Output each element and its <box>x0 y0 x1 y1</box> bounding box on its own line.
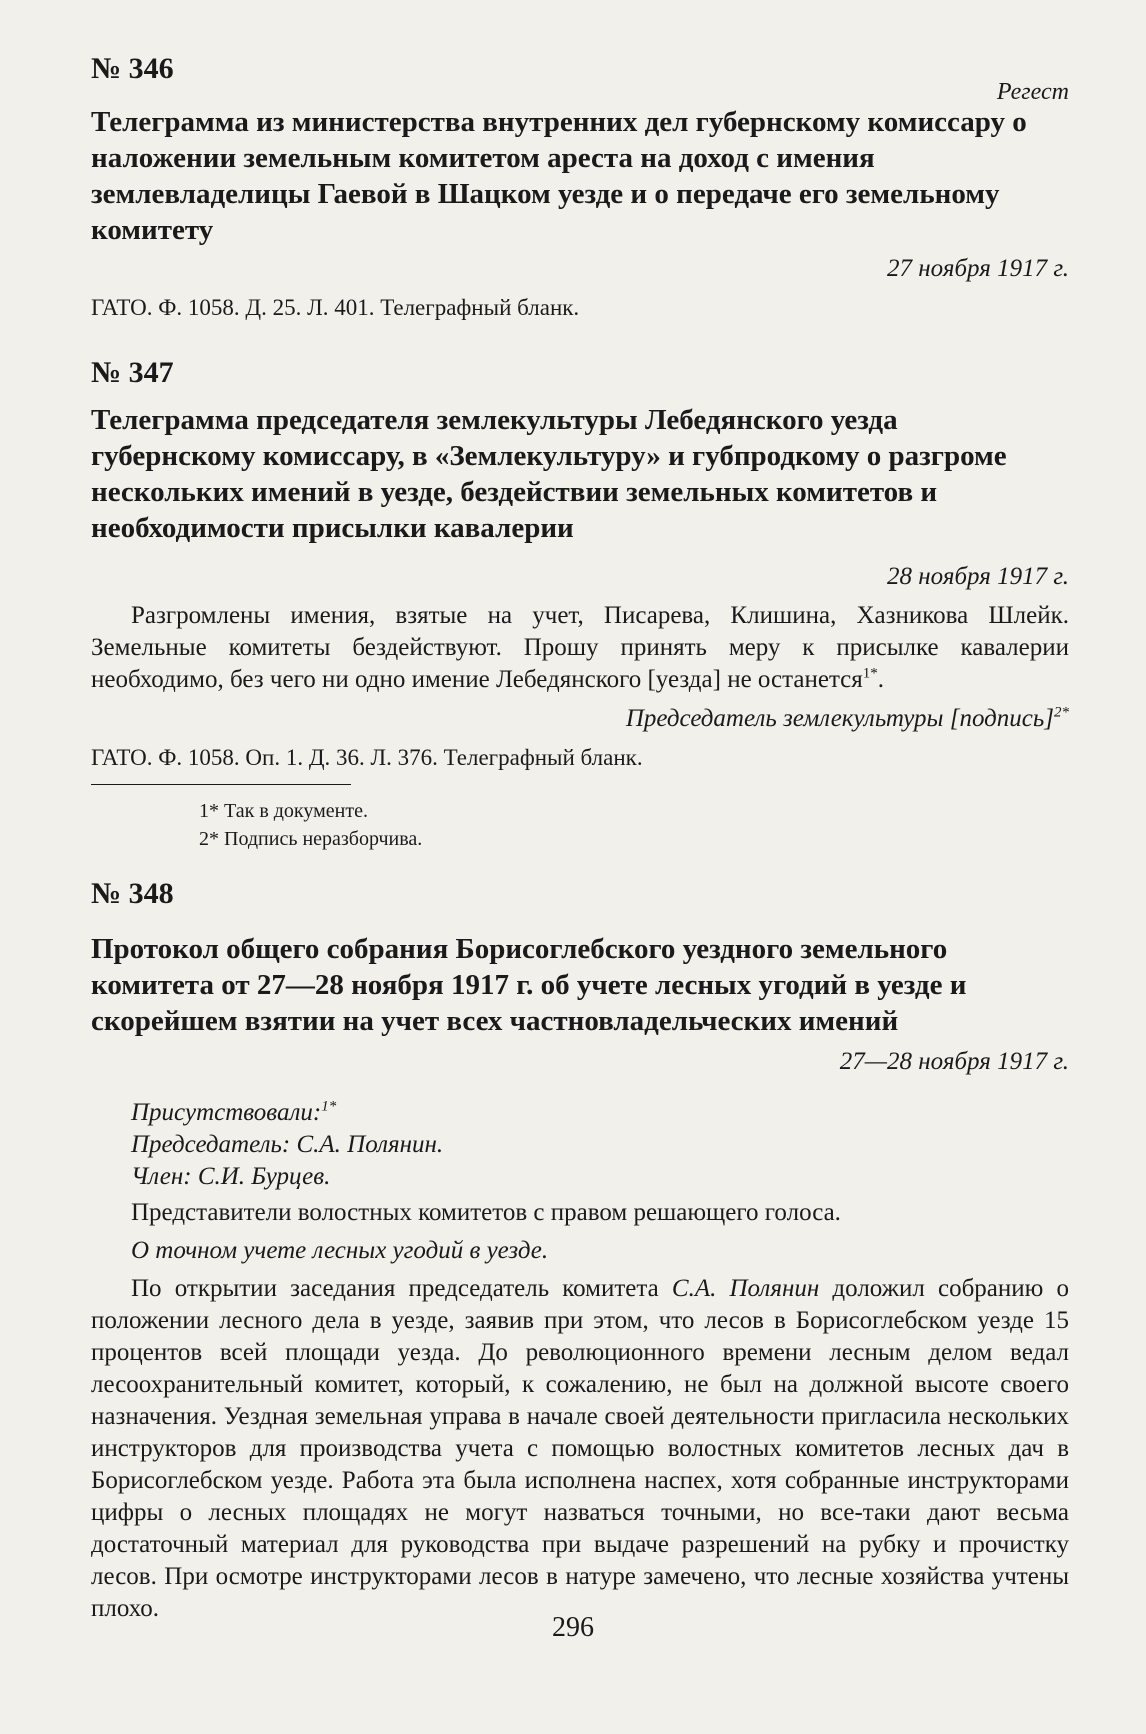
doc-347-archive: ГАТО. Ф. 1058. Оп. 1. Д. 36. Л. 376. Телеграфный бланк. <box>91 745 643 770</box>
doc-346-date: 27 ноября 1917 г. <box>887 255 1069 282</box>
doc-346-archive: ГАТО. Ф. 1058. Д. 25. Л. 401. Телеграфный бланк. <box>91 295 580 320</box>
doc-348-paragraph: По открытии заседания председатель комитета С.А. Полянин доложил собранию о положении лесного дела в уезде, заявив при этом, что лесов в Борисоглебском уезде 15 процентов всей площади уезда. До революционного времени лесным делом ведал лесоохранительный комитет, который, к сожалению, не был на должной высоте своего назначения. Уездная земельная управа в начале своей деятельности пригласила нескольких инструкторов для производства учета с помощью волостных комитетов лесных дач в Борисоглебском уезде. Работа эта была исполнена наспех, хотя собранные инструкторами цифры о лесных площадях не могут назваться точными, но все-таки дают весьма достаточный материал для руководства при выдаче разрешений на рубку и прочистку лесов. При осмотре инструкторами лесов в натуре замечено, что лесные хозяйства учтены плохо. <box>91 1275 1069 1622</box>
doc-348 <box>91 875 1069 1625</box>
present-line: Присутствовали:$^{1*}$ <box>131 1098 337 1126</box>
doc-348-number: № 348 <box>91 877 174 910</box>
doc-346-number: № 346 <box>91 52 174 85</box>
doc-346-label: Регест <box>996 79 1069 105</box>
doc-347-date: 28 ноября 1917 г. <box>887 563 1069 590</box>
footnote-marker: 1* <box>321 1098 337 1115</box>
doc-346-title: Телеграмма из министерства внутренних дел губернскому комиссару о наложении земельным комитетом ареста на доход с имения землевладелицы Гаевой в Шацком уезде и о передаче его земельному комитету <box>91 106 1027 246</box>
doc-347-text: Разгромлены имения, взятые на учет, Писарева, Клишина, Хазникова Шлейк. Земельные комитеты бездействуют. Прошу принять меру к присылке кавалерии необходимо, без чего ни одно имение Лебедянского [уезда] не останется$^{1*}$. <box>91 602 1069 693</box>
doc-347-number: № 347 <box>91 356 174 389</box>
doc-347-title: Телеграмма председателя землекультуры Лебедянского уезда губернскому комиссару, в «Землекультуру» и губпродкому о разгроме нескольких имений в уезде, бездействии земельных комитетов и необходимости присылки кавалерии <box>91 404 1007 544</box>
member-line: Член: С.И. Бурцев. <box>131 1163 331 1190</box>
footnote: 1* Так в документе. <box>199 800 368 822</box>
doc-347-signature: Председатель землекультуры [подпись]$^{2*}$ <box>625 704 1069 732</box>
footnote-marker: 2* <box>1054 704 1069 721</box>
doc-348-attendance <box>91 1097 1069 1267</box>
chairman-line: Председатель: С.А. Полянин. <box>131 1131 444 1158</box>
footnote-marker: 1* <box>862 665 878 682</box>
footnote: 2* Подпись неразборчива. <box>199 828 423 850</box>
doc-347-footnotes <box>91 784 1069 853</box>
representatives-line: Представители волостных комитетов с правом решающего голоса. <box>131 1199 841 1226</box>
document-page <box>91 50 1069 1625</box>
doc-348-date: 27—28 ноября 1917 г. <box>839 1048 1069 1075</box>
chairman-name: С.А. Полянин <box>671 1275 820 1302</box>
doc-348-title: Протокол общего собрания Борисоглебского уездного земельного комитета от 27—28 ноября 1917 г. об учете лесных угодий в уезде и скорейшем взятии на учет всех частновладельческих имений <box>91 933 967 1037</box>
doc-346 <box>91 50 1069 324</box>
page-number: 296 <box>552 1612 594 1643</box>
agenda-line: О точном учете лесных угодий в уезде. <box>131 1237 549 1264</box>
doc-347 <box>91 354 1069 853</box>
footnote-divider <box>91 784 351 785</box>
